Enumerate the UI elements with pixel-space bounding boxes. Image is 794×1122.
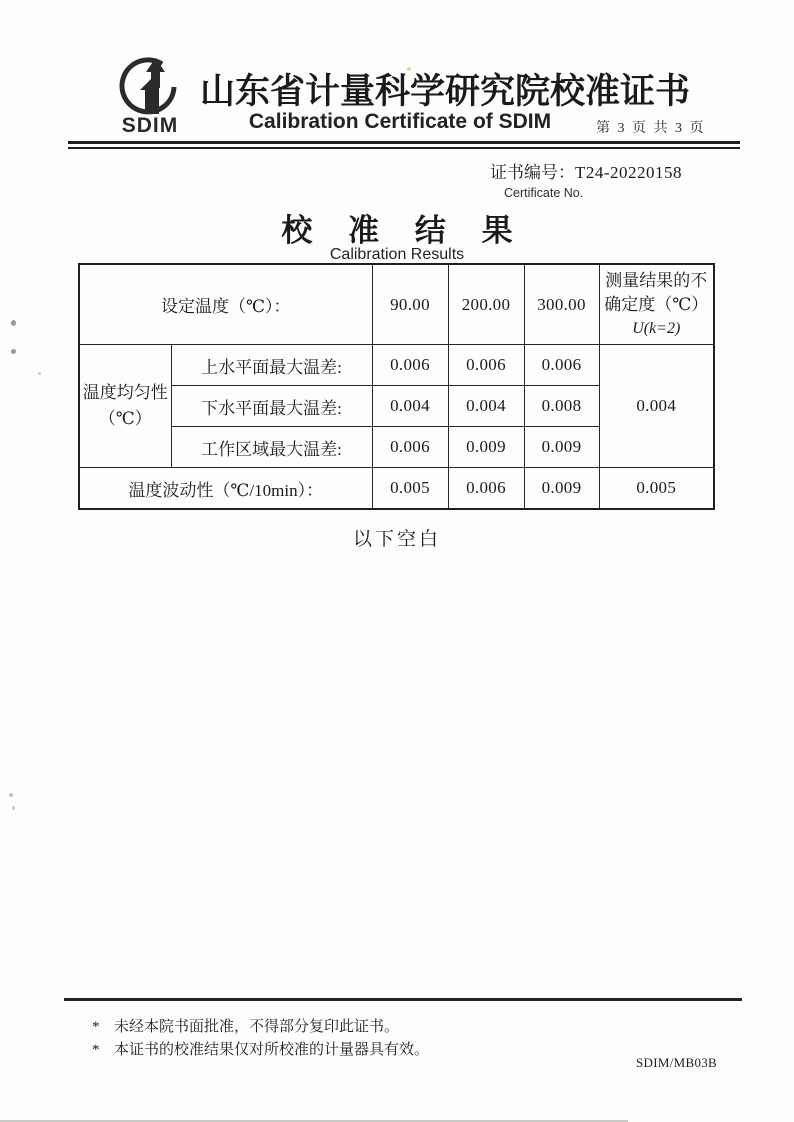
certificate-number-label-en: Certificate No. <box>504 186 584 200</box>
cell-value: 0.006 <box>372 427 448 468</box>
logo-label: SDIM <box>121 114 179 137</box>
table-row <box>79 264 714 345</box>
cell-value: 0.005 <box>372 468 448 510</box>
certificate-number-label: 证书编号： <box>490 163 575 182</box>
set-temperature-label: 设定温度（℃）： <box>79 264 372 345</box>
cell-value: 0.009 <box>524 468 599 510</box>
scan-speck <box>407 67 411 71</box>
page-number: 第 3 页 共 3 页 <box>596 121 706 136</box>
uncertainty-formula: U(k=2) <box>632 319 681 337</box>
results-title-en: Calibration Results <box>329 246 465 263</box>
certificate-number-value: T24-20220158 <box>575 163 683 182</box>
table-row <box>79 468 714 510</box>
scan-speck <box>9 793 13 797</box>
footer-divider <box>64 998 742 1001</box>
scan-speck <box>11 320 16 326</box>
calibration-results-table <box>78 263 715 510</box>
cell-value: 0.009 <box>448 427 524 468</box>
table-row <box>79 345 714 386</box>
form-code: SDIM/MB03B <box>636 1055 718 1070</box>
cell-value: 0.004 <box>448 386 524 427</box>
scan-speck <box>38 372 41 375</box>
sdim-circle-arrow-icon <box>102 56 198 118</box>
sdim-logo <box>102 56 198 138</box>
row-label: 下水平面最大温差: <box>171 386 372 427</box>
scan-speck <box>11 349 16 354</box>
footer-note: * 未经本院书面批准，不得部分复印此证书。 <box>92 1016 429 1039</box>
scan-speck <box>12 806 15 810</box>
fluctuation-label: 温度波动性（℃/10min）： <box>79 468 372 510</box>
cell-value: 0.006 <box>448 468 524 510</box>
set-temperature-3: 300.00 <box>524 264 599 345</box>
uniformity-group-label: 温度均匀性 （℃） <box>79 345 171 468</box>
cell-value: 0.004 <box>372 386 448 427</box>
uniformity-uncertainty-value: 0.004 <box>599 345 714 468</box>
set-temperature-1: 90.00 <box>372 264 448 345</box>
blank-below-text: 以下空白 <box>352 529 441 550</box>
asterisk-icon: * <box>92 1042 100 1058</box>
cell-value: 0.008 <box>524 386 599 427</box>
page-subtitle: Calibration Certificate of SDIM <box>248 110 552 133</box>
row-label: 上水平面最大温差: <box>171 345 372 386</box>
footer-notes <box>92 1016 429 1062</box>
cell-value: 0.006 <box>448 345 524 386</box>
cell-value: 0.006 <box>524 345 599 386</box>
results-title: 校 准 结 果 <box>281 213 527 248</box>
cell-value: 0.006 <box>372 345 448 386</box>
page-title: 山东省计量科学研究院校准证书 <box>200 72 691 111</box>
cell-value: 0.009 <box>524 427 599 468</box>
footer-note: * 本证书的校准结果仅对所校准的计量器具有效。 <box>92 1039 429 1062</box>
fluctuation-uncertainty-value: 0.005 <box>599 468 714 510</box>
set-temperature-2: 200.00 <box>448 264 524 345</box>
row-label: 工作区域最大温差: <box>171 427 372 468</box>
uncertainty-header: 测量结果的不 确定度（℃） U(k=2) <box>599 264 714 345</box>
certificate-number-block <box>490 158 682 200</box>
asterisk-icon: * <box>92 1019 100 1035</box>
header-divider <box>68 141 740 149</box>
